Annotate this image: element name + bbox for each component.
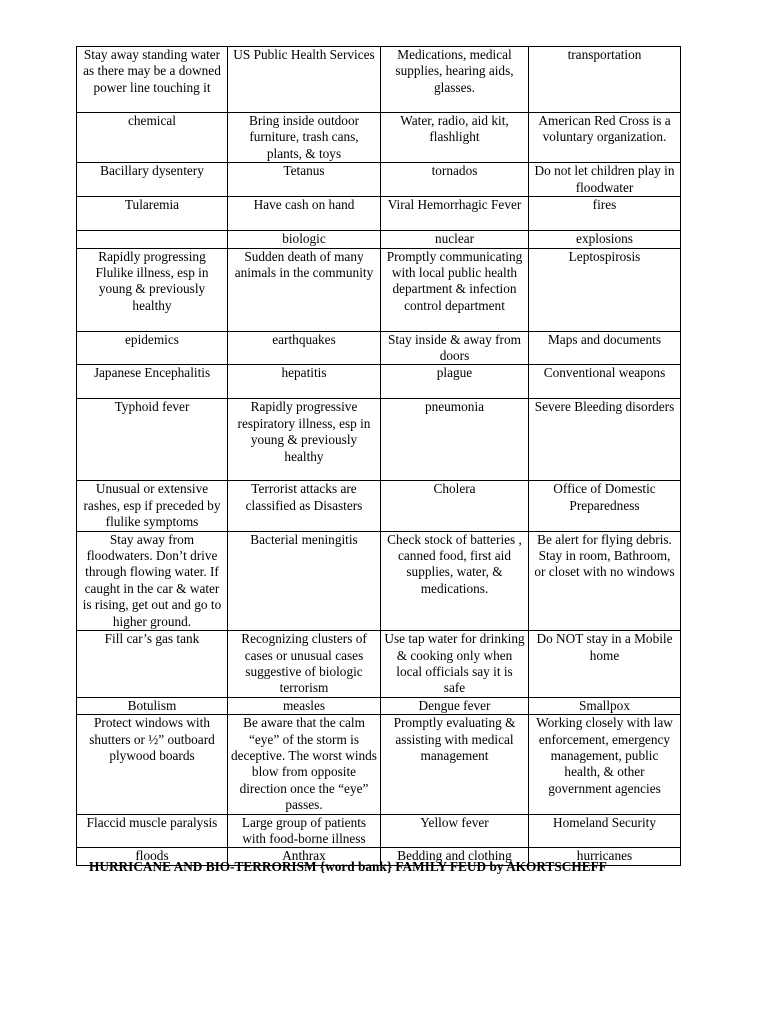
word-bank-cell: Smallpox xyxy=(529,697,681,714)
word-bank-cell: Rapidly progressing Flulike illness, esp in young & previously healthy xyxy=(77,248,228,331)
word-bank-cell: Promptly communicating with local public health department & infection control department xyxy=(381,248,529,331)
word-bank-cell: hepatitis xyxy=(228,365,381,399)
word-bank-cell: Water, radio, aid kit, flashlight xyxy=(381,113,529,163)
word-bank-cell: Check stock of batteries , canned food, first aid supplies, water, & medications. xyxy=(381,531,529,630)
word-bank-cell: transportation xyxy=(529,47,681,113)
word-bank-cell: Office of Domestic Preparedness xyxy=(529,481,681,531)
word-bank-cell: Cholera xyxy=(381,481,529,531)
word-bank-cell: Do NOT stay in a Mobile home xyxy=(529,631,681,698)
word-bank-cell: explosions xyxy=(529,231,681,248)
word-bank-cell: epidemics xyxy=(77,331,228,365)
word-bank-cell: Have cash on hand xyxy=(228,197,381,231)
word-bank-cell: measles xyxy=(228,697,381,714)
word-bank-table xyxy=(76,46,681,866)
word-bank-cell: Recognizing clusters of cases or unusual cases suggestive of biologic terrorism xyxy=(228,631,381,698)
word-bank-cell: Be aware that the calm “eye” of the storm is deceptive. The worst winds blow from opposite direction once the “eye” passes. xyxy=(228,715,381,814)
word-bank-cell: Be alert for flying debris. Stay in room, Bathroom, or closet with no windows xyxy=(529,531,681,630)
word-bank-cell: US Public Health Services xyxy=(228,47,381,113)
table-row xyxy=(77,481,681,531)
word-bank-cell: Tetanus xyxy=(228,163,381,197)
word-bank-cell: Bacterial meningitis xyxy=(228,531,381,630)
table-row xyxy=(77,47,681,113)
word-bank-cell: Yellow fever xyxy=(381,814,529,848)
word-bank-cell: Use tap water for drinking & cooking only when local officials say it is safe xyxy=(381,631,529,698)
word-bank-cell: Stay inside & away from doors xyxy=(381,331,529,365)
table-row xyxy=(77,113,681,163)
word-bank-cell: Fill car’s gas tank xyxy=(77,631,228,698)
word-bank-cell: Sudden death of many animals in the community xyxy=(228,248,381,331)
word-bank-cell: Typhoid fever xyxy=(77,399,228,481)
document-title: HURRICANE AND BIO-TERRORISM {word bank} FAMILY FEUD by AKORTSCHEFF xyxy=(89,859,607,874)
word-bank-cell: floods xyxy=(77,848,228,865)
word-bank-cell: Stay away standing water as there may be a downed power line touching it xyxy=(77,47,228,113)
table-row xyxy=(77,163,681,197)
word-bank-cell: fires xyxy=(529,197,681,231)
word-bank-cell: Large group of patients with food-borne illness xyxy=(228,814,381,848)
word-bank-cell: Bring inside outdoor furniture, trash cans, plants, & toys xyxy=(228,113,381,163)
word-bank-cell: Maps and documents xyxy=(529,331,681,365)
word-bank-cell: Severe Bleeding disorders xyxy=(529,399,681,481)
word-bank-cell: Leptospirosis xyxy=(529,248,681,331)
word-bank-cell: Botulism xyxy=(77,697,228,714)
word-bank-cell: Tularemia xyxy=(77,197,228,231)
word-bank-cell: tornados xyxy=(381,163,529,197)
word-bank-cell: Protect windows with shutters or ½” outboard plywood boards xyxy=(77,715,228,814)
word-bank-cell: Unusual or extensive rashes, esp if preceded by flulike symptoms xyxy=(77,481,228,531)
table-row xyxy=(77,231,681,248)
word-bank-cell: Do not let children play in floodwater xyxy=(529,163,681,197)
word-bank-cell: earthquakes xyxy=(228,331,381,365)
word-bank-cell: hurricanes xyxy=(529,848,681,865)
table-row xyxy=(77,248,681,331)
table-row xyxy=(77,197,681,231)
table-row xyxy=(77,715,681,814)
word-bank-cell: chemical xyxy=(77,113,228,163)
word-bank-cell: biologic xyxy=(228,231,381,248)
word-bank-cell: Conventional weapons xyxy=(529,365,681,399)
word-bank-body xyxy=(77,47,681,866)
table-row xyxy=(77,697,681,714)
word-bank-cell: Bedding and clothing xyxy=(381,848,529,865)
word-bank-cell: Working closely with law enforcement, emergency management, public health, & other government agencies xyxy=(529,715,681,814)
word-bank-cell: Dengue fever xyxy=(381,697,529,714)
word-bank-cell: Japanese Encephalitis xyxy=(77,365,228,399)
word-bank-cell: Anthrax xyxy=(228,848,381,865)
table-row xyxy=(77,331,681,365)
word-bank-cell: Terrorist attacks are classified as Disasters xyxy=(228,481,381,531)
word-bank-cell: American Red Cross is a voluntary organization. xyxy=(529,113,681,163)
word-bank-cell: Rapidly progressive respiratory illness, esp in young & previously healthy xyxy=(228,399,381,481)
word-bank-cell: Stay away from floodwaters. Don’t drive through flowing water. If caught in the car & water is rising, get out and go to higher ground. xyxy=(77,531,228,630)
word-bank-cell: pneumonia xyxy=(381,399,529,481)
word-bank-cell: nuclear xyxy=(381,231,529,248)
word-bank-cell xyxy=(77,231,228,248)
word-bank-cell: Flaccid muscle paralysis xyxy=(77,814,228,848)
word-bank-cell: Promptly evaluating & assisting with medical management xyxy=(381,715,529,814)
table-row xyxy=(77,631,681,698)
word-bank-cell: plague xyxy=(381,365,529,399)
word-bank-cell: Viral Hemorrhagic Fever xyxy=(381,197,529,231)
word-bank-cell: Homeland Security xyxy=(529,814,681,848)
table-row xyxy=(77,365,681,399)
table-row xyxy=(77,814,681,848)
word-bank-cell: Medications, medical supplies, hearing aids, glasses. xyxy=(381,47,529,113)
word-bank-cell: Bacillary dysentery xyxy=(77,163,228,197)
table-row xyxy=(77,399,681,481)
table-row xyxy=(77,531,681,630)
